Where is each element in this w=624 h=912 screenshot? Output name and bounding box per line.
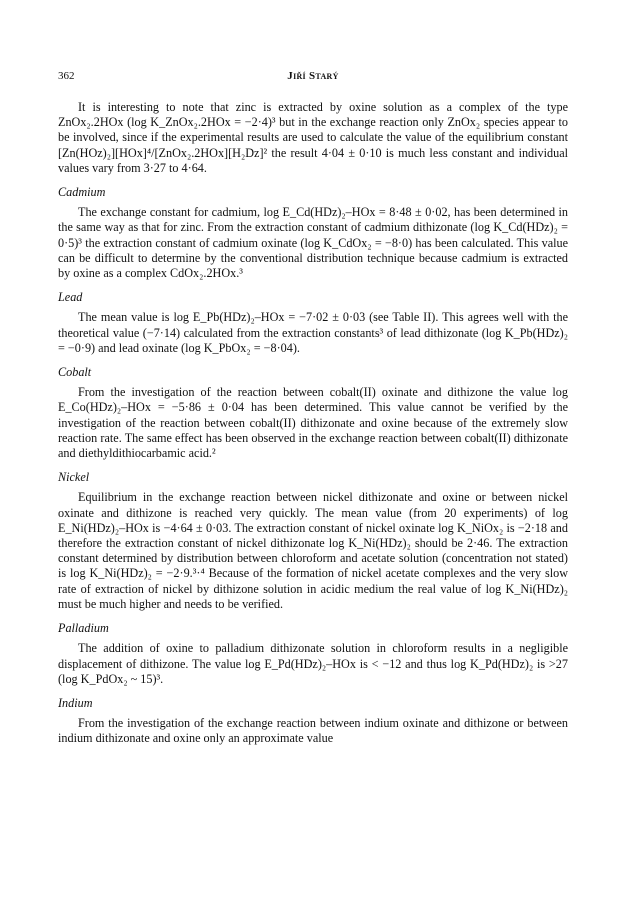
- page-number: 362: [58, 70, 75, 82]
- paragraph-zinc: It is interesting to note that zinc is extracted by oxine solution as a complex of the type ZnOx₂.2HOx (log K_ZnOx₂.2HOx = −2·4)³ but in the exchange reaction only ZnOx₂ species appear to be involved, since if the experimental results are used to calculate the value of the equilibrium constant [Zn(HOz)₂][HOx]⁴/[ZnOx₂.2HOx][H₂Dz]² the result 4·04 ± 0·10 is much less constant and individual values vary from 3·27 to 4·64.: [58, 100, 568, 175]
- section-heading-cobalt: Cobalt: [58, 365, 92, 380]
- paragraph-cobalt: From the investigation of the reaction between cobalt(II) oxinate and dithizone the value log E_Co(HDz)₂–HOx = −5·86 ± 0·04 has been determined. This value cannot be verified by the investigation of the reaction between cobalt(II) dithizonate and oxine because of the extremely slow reaction rate. The same effect has been observed in the exchange reaction between cobalt(II) dithizonate and diethyldithiocarbamic acid.²: [58, 385, 568, 461]
- running-head: Jiří Starý: [287, 70, 339, 82]
- paragraph-lead: The mean value is log E_Pb(HDz)₂–HOx = −7·02 ± 0·03 (see Table II). This agrees well with the theoretical value (−7·14) calculated from the extraction constants³ of lead dithizonate (log K_Pb(HDz)₂ = −0·9) and lead oxinate (log K_PbOx₂ = −8·04).: [58, 310, 568, 355]
- article-body: [58, 100, 568, 747]
- paragraph-nickel: Equilibrium in the exchange reaction between nickel dithizonate and oxine or between nickel oxinate and dithizone is reached very quickly. The mean value (from 20 experiments) of log E_Ni(HDz)₂–HOx is −4·64 ± 0·03. The extraction constant of nickel oxinate log K_NiOx₂ is −2·18 and therefore the extraction constant of nickel dithizonate log K_Ni(HDz)₂ should be 2·46. The extraction constant determined by distribution between chloroform and acetate solution (concentration not stated) is log K_Ni(HDz)₂ = −2·9.³·⁴ Because of the formation of nickel acetate complexes and the very slow rate of extraction of nickel by dithizone solution in acidic medium the real value of log K_Ni(HDz)₂ must be much higher and needs to be verified.: [58, 490, 568, 611]
- page-header: [58, 70, 568, 86]
- section-heading-cadmium: Cadmium: [58, 185, 106, 200]
- section-heading-palladium: Palladium: [58, 621, 109, 636]
- paragraph-palladium: The addition of oxine to palladium dithizonate solution in chloroform results in a negligible displacement of dithizone. The value log E_Pd(HDz)₂–HOx is < −12 and thus log K_Pd(HDz)₂ is >27 (log K_PdOx₂ ~ 15)³.: [58, 641, 568, 686]
- paragraph-indium: From the investigation of the exchange reaction between indium oxinate and dithizone or between indium dithizonate and oxine only an approximate value: [58, 716, 568, 746]
- paragraph-cadmium: The exchange constant for cadmium, log E_Cd(HDz)₂–HOx = 8·48 ± 0·02, has been determined in the same way as that for zinc. From the extraction constant of cadmium dithizonate (log K_Cd(HDz)₂ = 0·5)³ the extraction constant of cadmium oxinate (log K_CdOx₂ = −8·0) has been calculated. This value can be difficult to determine by the conventional distribution technique because cadmium is extracted by oxine as a complex CdOx₂.2HOx.³: [58, 205, 568, 281]
- section-heading-lead: Lead: [58, 290, 83, 305]
- section-heading-nickel: Nickel: [58, 470, 90, 485]
- section-heading-indium: Indium: [58, 695, 93, 710]
